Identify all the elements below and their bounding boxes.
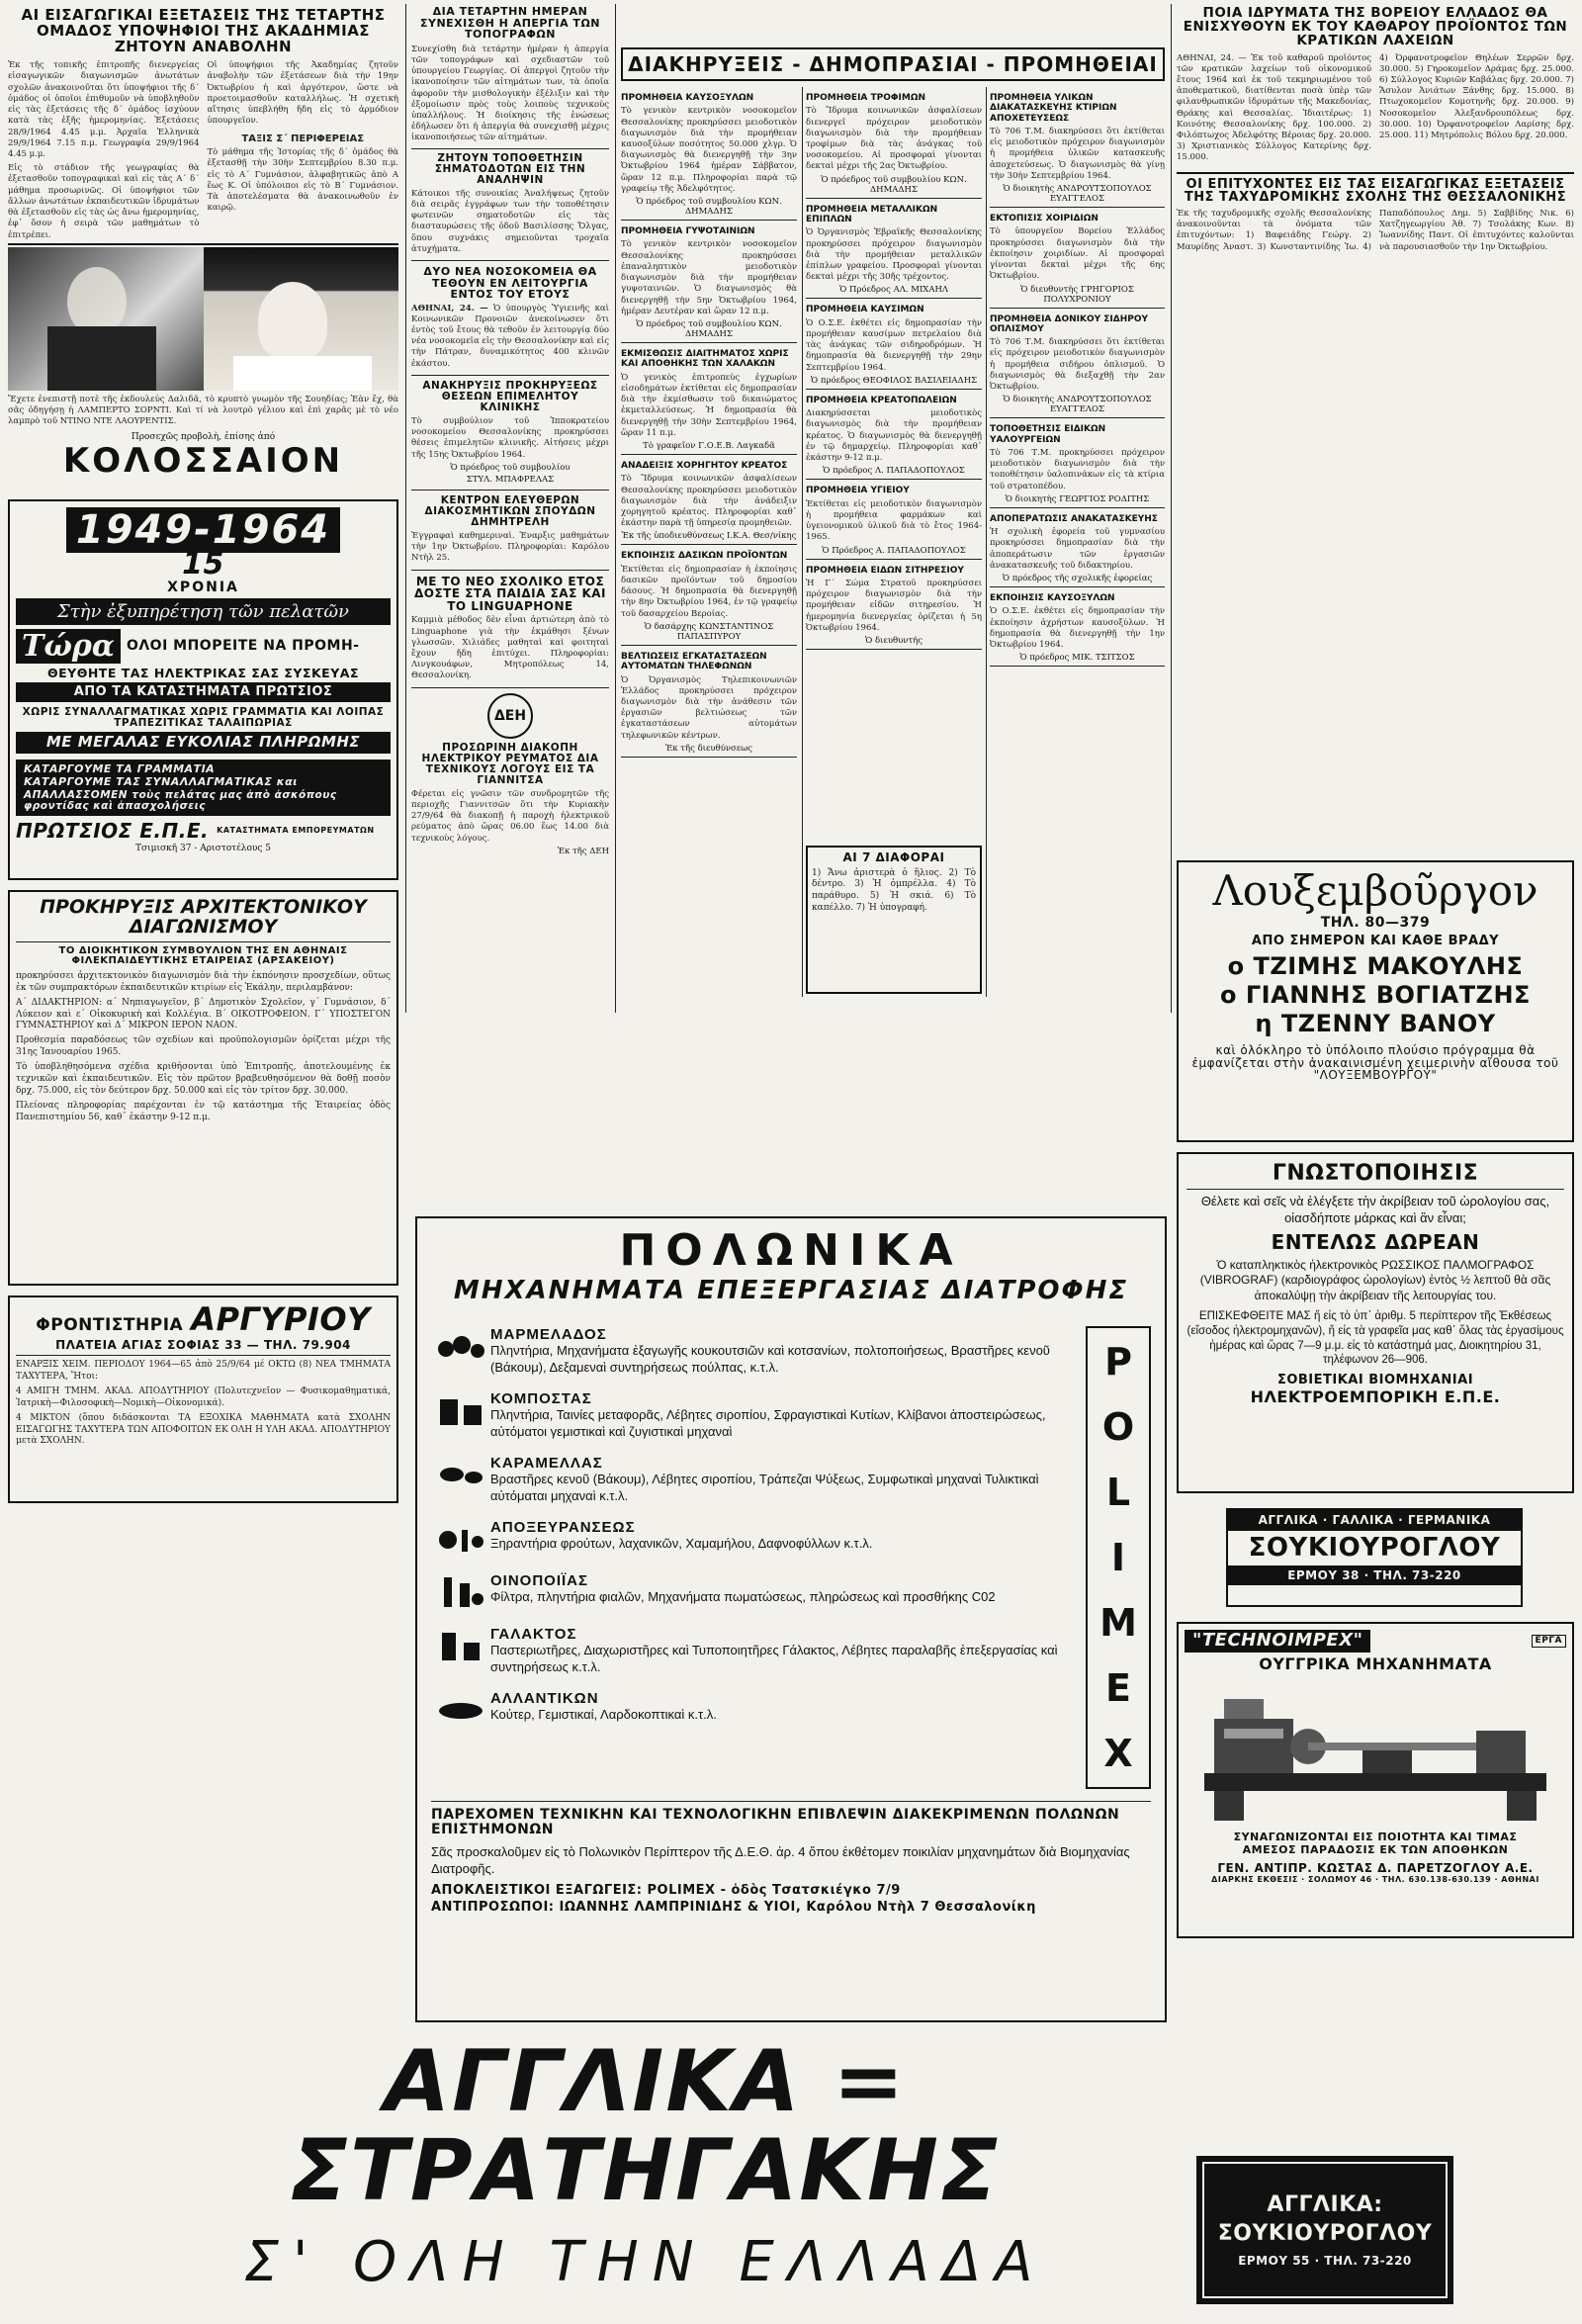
notice-item [806,205,982,300]
notice-text: Ἡ Γ΄ Σώμα Στρατοῦ προκηρύσσει πρόχειρον διαγωνισμὸν διὰ τὴν προμήθειαν εἰδῶν σιτηρεσίου. Ἡ ἡμερομηνία διενεργείας ὁρίζεται ἡ 5η Ὀκτωβρίου 1964. [806,578,982,633]
notice-item [806,305,982,389]
article-power-body: Φέρεται εἰς γνῶσιν τῶν συνδρομητῶν τῆς περιοχῆς Γιαννιτσῶν ὅτι τὴν Κυριακὴν 27/9/64 θὰ διακοπῇ ἡ παροχὴ ἠλεκτρικοῦ ρεύματος ἀπὸ ὥρας 06.00 ἕως 14.00 διὰ τεχνικοὺς λόγους. [411,788,609,844]
notices-column-3 [990,87,1165,997]
polimex-brand-letter: O [1101,1405,1135,1450]
polimex-item-title: ΚΑΡΑΜΕΛΛΑΣ [490,1455,603,1473]
architecture-body: Προθεσμία παραδόσεως τῶν σχεδίων καὶ προϋπολογισμῶν ὁρίζεται μέχρι τῆς 31ης Ἰανουαρίου 1965. [16,1035,391,1058]
notice-signature: Ὁ πρόεδρος τοῦ συμβουλίου ΚΩΝ. ΔΗΜΑΔΗΣ [636,318,782,339]
notice-text: Τὸ γενικὸν κεντρικὸν νοσοκομεῖον Θεσσαλονίκης προκηρύσσει ἐπαναληπτικὸν μειοδοτικὸν διαγωνισμὸν διὰ τὴν προμήθειαν γυψοταινιῶν. Ὁ διαγωνισμὸς θὰ διενεργηθῇ τὴν 5ην Ὀκτωβρίου 1964, ἡμέραν Δευτέραν καὶ ὥραν 12 π.μ. [621,239,797,316]
notice-text: Ὁ Ο.Σ.Ε. ἐκθέτει εἰς δημοπρασίαν τὴν προμήθειαν καυσίμων πετρελαίου διὰ τὰς ἀνάγκας τῶν σιδηροδρόμων. Ἡ δημοπρασία θὰ διενεργηθῇ τὴν 29ην Σεπτεμβρίου 1964. [806,317,982,373]
notice-signature: Ἐκ τῆς διευθύνσεως [665,743,752,754]
article-northern [1177,4,1574,657]
article-northern-body: 4) Ὀρφανοτροφεῖον Θηλέων Σερρῶν δρχ. 30.000. 5) Γηροκομεῖον Δράμας δρχ. 25.000. 6) Σύλλογος Κυριῶν Καβάλας δρχ. 20.000. 7) Ἄσυλον Ἀνιάτων Ξάνθης δρχ. 15.000. 8) Πτωχοκομεῖον Κομοτηνῆς δρχ. 20.000. 9) Νοσοκομεῖον Ἀλεξανδρουπόλεως δρχ. 30.000. 10) Ὀρφανοτροφεῖον Λαρίσης δρχ. 25.000. 11) Μητρόπολις Βόλου δρχ. 20.000. [1379,52,1574,141]
watches-ad [1177,1152,1574,1493]
architecture-body: Πλείονας πληροφορίας παρέχονται ἐν τῷ κατάστημα τῆς Ἑταιρείας ὁδὸς Πανεπιστημίου 56, καθ᾽ ἑκάστην 9-12 π.μ. [16,1100,391,1122]
souki-address: ΕΡΜΟΥ 38 · ΤΗΛ. 73-220 [1228,1565,1521,1586]
notice-heading: ΠΡΟΜΗΘΕΙΑ ΚΑΥΣΙΜΩΝ [806,305,924,315]
architecture-body: προκηρύσσει ἀρχιτεκτονικὸν διαγωνισμὸν διὰ τὴν ἐκπόνησιν προσχεδίων, οὕτως ἐκ τῶν συμπρακτόρων ἐκπαιδευτικῶν κτιρίων εἰς Ἑκάλην, περιλαμβάνον: [16,970,391,993]
polimex-reps: ΑΝΤΙΠΡΟΣΩΠΟΙ: ΙΩΑΝΝΗΣ ΛΑΜΠΡΙΝΙΔΗΣ & ΥΙΟΙ, Καρόλου Ντὴλ 7 Θεσσαλονίκη [431,1899,1036,1915]
article-clinics-signature: ΣΤΥΛ. ΜΠΑΦΡΕΛΑΣ [466,474,555,485]
notice-heading: ΒΕΛΤΙΩΣΕΙΣ ΕΓΚΑΤΑΣΤΑΣΕΩΝ ΑΥΤΟΜΑΤΩΝ ΤΗΛΕΦΩΝΩΝ [621,651,767,672]
notice-text: Ὁ γενικὸς ἐπιτροπεὺς ἐγχωρίων εἰσοδημάτων ἐκτίθεται εἰς δημοπρασίαν διὰ τὴν ἐκμίσθωσιν τοῦ δικαιώματος ἐκμεταλλεύσεως. Ἡ δημοπρασία θὰ διενεργηθῇ τὴν 30ὴν Σεπτεμβρίου 1964, ὥραν 11 π.μ. [621,372,797,438]
technoimpex-text: ΣΥΝΑΓΩΝΙΖΟΝΤΑΙ ΕΙΣ ΠΟΙΟΤΗΤΑ ΚΑΙ ΤΙΜΑΣ [1233,1830,1518,1843]
article-exams-body: Τὸ μάθημα τῆς Ἱστορίας τῆς δ΄ ὁμάδος θὰ ἐξετασθῇ τὴν 30ὴν Σεπτεμβρίου 8.30 π.μ. εἰς τὸ Α΄ Γυμνάσιον, ἀλφαβητικῶς ἀπὸ Α ἕως Κ. Οἱ ὑπόλοιποι εἰς τὸ Β΄ Γυμνάσιον. Τὰ ἀποτελέσματα θὰ ἀνακοινωθοῦν ἐν καιρῷ. [207,147,398,214]
polimex-item [431,1455,1076,1505]
polimex-item [431,1572,1076,1612]
polimex-item [431,1390,1076,1441]
polimex-item-title: ΑΠΟΞΕΥΡΑΝΣΕΩΣ [490,1518,636,1536]
watches-footer: ΗΛΕΚΤΡΟΕΜΠΟΡΙΚΗ Ε.Π.Ε. [1250,1387,1501,1407]
argyriou-text: 4 ΜΙΚΤΟΝ (ὅπου διδάσκονται ΤΑ ΕΞΟΧΙΚΑ ΜΑΘΗΜΑΤΑ κατὰ ΣΧΟΛΗΝ ΕΙΣΑΓΩΓΗΣ ΤΑΧΥΤΕΡΑ ΤΩΝ ΑΠΟΦΟΙΤΩΝ ΕΚ ΟΛΗ Η ΥΛΗ ΑΚΑΔ. ΑΠΟΔΥΤΗΡΙΟΥ μετὰ ΣΧΟΛΗΝ. [16,1412,391,1447]
cinema-ad [8,247,398,494]
polimex-item-desc: Πληντήρια, Μηχανήματα ἐξαγωγῆς κουκουτσιῶν καὶ κοτσανίων, πολτοποιήσεως, Βραστῆρες κενοῦ (Βάκουμ), Δεξαμεναὶ συντηρήσεως πούλπας, κ.τ.λ. [490,1343,1050,1376]
polimex-item-desc: Ξηραντήρια φρούτων, λαχανικῶν, Χαμαμήλου, Δαφνοφύλλων κ.τ.λ. [490,1535,873,1551]
notice-item [621,93,797,221]
notice-signature: Ὁ πρόεδρος τοῦ συμβουλίου ΚΩΝ. ΔΗΜΑΔΗΣ [821,174,967,195]
notice-item [990,514,1165,587]
watches-text: Θέλετε καὶ σεῖς νὰ ἐλέγξετε τὴν ἀκρίβειαν τοῦ ὡρολογίου σας, οἱασδήποτε μάρκας καὶ ἂν εἶναι; [1200,1194,1550,1225]
watches-title: ΓΝΩΣΤΟΠΟΙΗΣΙΣ [1272,1161,1479,1186]
protsios-brand: ΠΡΩΤΣΙΟΣ Ε.Π.Ε. [16,818,210,843]
argyriou-ad [8,1296,398,1503]
architecture-title: ΠΡΟΚΗΡΥΞΙΣ ΑΡΧΙΤΕΚΤΟΝΙΚΟΥ ΔΙΑΓΩΝΙΣΜΟΥ [40,896,367,938]
protsios-script: Στὴν ἐξυπηρέτηση τῶν πελατῶν [16,598,391,625]
polimex-brand-letter: P [1104,1340,1132,1385]
notice-heading: ΠΡΟΜΗΘΕΙΑ ΤΡΟΦΙΜΩΝ [806,93,926,103]
notice-heading: ΕΚΠΟΙΗΣΙΣ ΔΑΣΙΚΩΝ ΠΡΟΪΟΝΤΩΝ [621,551,788,562]
notice-text: Τὸ 706 Τ.Μ. προκηρύσσει πρόχειρον μειοδοτικὸν διαγωνισμὸν διὰ τὴν τοποθέτησιν ὑαλοπινάκων εἰς τὰ κτίρια τοῦ στρατοπέδου. [990,448,1165,492]
polimex-item-desc: Παστεριωτῆρες, Διαχωριστῆρες καὶ Τυποποιητῆρες Γάλακτος, Λέβητες παραλαβῆς ἐπεξεργασίας καὶ συντηρήσεως κ.τ.λ. [490,1642,1058,1674]
notice-item [990,593,1165,667]
notice-heading: ΠΡΟΜΗΘΕΙΑ ΔΟΝΙΚΟΥ ΣΙΔΗΡΟΥ ΟΠΛΙΣΜΟΥ [990,313,1149,334]
notice-text: Ὁ Ο.Σ.Ε. ἐκθέτει εἰς δημοπρασίαν τὴν ἐκποίησιν ἀχρήστων καυσοξύλων. Ἡ δημοπρασία θὰ διενεργηθῇ τὴν 1ην Ὀκτωβρίου 1964. [990,606,1165,651]
strategakis-ad [109,2037,1182,2314]
article-signals-headline: ΖΗΤΟΥΝ ΤΟΠΟΘΕΤΗΣΙΝ ΣΗΜΑΤΟΔΟΤΩΝ ΕΙΣ ΤΗΝ ΑΝΑΛΗΨΙΝ [434,151,586,186]
protsios-line: ΑΠΑΛΛΑΣΣΟΜΕΝ τοὺς πελάτας μας ἀπὸ ἀσκόπους φροντίδας καὶ ἀπασχολήσεις [24,788,337,812]
notice-item [990,314,1165,419]
notice-text: Διακηρύσσεται μειοδοτικὸς διαγωνισμὸς διὰ τὴν προμήθειαν κρέατος. Ὁ διαγωνισμὸς θὰ διενεργηθῇ ἐν τῷ δημαρχείῳ. Πληροφορίαι καθ᾽ ἑκάστην 9-12 π.μ. [806,408,982,464]
article-exams [8,4,398,241]
technoimpex-text: ΑΜΕΣΟΣ ΠΑΡΑΔΟΣΙΣ ΕΚ ΤΩΝ ΑΠΟΘΗΚΩΝ [1242,1843,1509,1857]
protsios-years: 1949-1964 [66,507,340,553]
protsios-line: ΑΠΟ ΤΑ ΚΑΤΑΣΤΗΜΑΤΑ ΠΡΩΤΣΙΟΣ [16,682,391,702]
notice-text: Τὸ Ἵδρυμα κοινωνικῶν ἀσφαλίσεων διενεργεῖ πρόχειρον μειοδοτικὸν διαγωνισμὸν διὰ τὴν προμήθειαν τροφίμων διὰ τὰς ἀνάγκας τοῦ νοσοκομείου. Αἱ προσφοραὶ γίνονται δεκταὶ μέχρι τῆς 2ας Ὀκτωβρίου. [806,106,982,172]
article-surveyors-headline: ΔΙΑ ΤΕΤΑΡΤΗΝ ΗΜΕΡΑΝ ΣΥΝΕΧΙΣΘΗ Η ΑΠΕΡΓΙΑ ΤΩΝ ΤΟΠΟΓΡΑΦΩΝ [419,5,600,42]
notice-signature: Ὁ πρόεδρος τῆς σχολικῆς ἐφορείας [1002,574,1153,584]
souki-langs: ΑΓΓΛΙΚΑ · ΓΑΛΛΙΚΑ · ΓΕΡΜΑΝΙΚΑ [1228,1510,1521,1531]
notice-heading: ΕΚΠΟΙΗΣΙΣ ΚΑΥΣΟΞΥΛΩΝ [990,593,1115,604]
watches-free: ΕΝΤΕΛΩΣ ΔΩΡΕΑΝ [1271,1229,1480,1254]
souki2-address: ΕΡΜΟΥ 55 · ΤΗΛ. 73-220 [1238,2253,1412,2268]
architecture-list: Α΄ ΔΙΔΑΚΤΗΡΙΟΝ: α΄ Νηπιαγωγεῖον, β΄ Δημοτικὸν Σχολεῖον, γ΄ Γυμνάσιον, δ΄ Λύκειον καὶ ε΄ Οἰκοκυρικὴ καὶ Κολλέγια. Β΄ ΟΙΚΟΤΡΟΦΕΙΟΝ. Γ΄ ΥΠΟΣΤΕΓΟΝ ΓΥΜΝΑΣΤΗΡΙΟΥ καὶ Δ΄ ΜΙΚΡΟΝ ΙΕΡΟΝ ΝΑΟΝ. [16,997,391,1031]
argyriou-text: 4 ΑΜΙΓΗ ΤΜΗΜ. ΑΚΑΔ. ΑΠΟΔΥΤΗΡΙΟΥ (Πολυτεχνεῖον — Φυσικομαθηματικά, Ἰατρικὴ—Φιλοσοφικὴ—Νομικὴ—Οἰκονομικά). [16,1385,391,1408]
polimex-brand-letter: X [1103,1732,1133,1776]
protsios-line: ΜΕ ΜΕΓΑΛΑΣ ΕΥΚΟΛΙΑΣ ΠΛΗΡΩΜΗΣ [16,732,391,754]
notice-text: Τὸ ὑπουργεῖον Βορείου Ἑλλάδος προκηρύσσει διαγωνισμὸν διὰ τὴν ἐκποίησιν χοιριδίων. Αἱ προσφοραὶ γίνονται δεκταὶ μέχρι τῆς 6ης Ὀκτωβρίου. [990,226,1165,282]
souki-ad-2 [1196,2156,1453,2304]
notice-item [621,226,797,343]
technoimpex-brand: "TECHNOIMPEX" [1185,1630,1370,1653]
lathe-machine-illustration [1185,1679,1566,1828]
luxembourg-artist: ο ΤΖΙΜΗΣ ΜΑΚΟΥΛΗΣ [1227,951,1524,980]
protsios-line: ΟΛΟΙ ΜΠΟΡΕΙΤΕ ΝΑ ΠΡΟΜΗ- [126,638,360,655]
protsios-line: ΘΕΥΘΗΤΕ ΤΑΣ ΗΛΕΚΤΡΙΚΑΣ ΣΑΣ ΣΥΣΚΕΥΑΣ [47,666,359,681]
notice-item [621,551,797,645]
polimex-brand-letter: L [1105,1471,1131,1515]
article-studies-headline: ΚΕΝΤΡΟΝ ΕΛΕΥΘΕΡΩΝ ΔΙΑΚΟΣΜΗΤΙΚΩΝ ΣΠΟΥΔΩΝ ΔΗΜΗΤΡΕΛΗ [424,493,596,528]
article-northern-body: ΑΘΗΝΑΙ, 24. — Ἐκ τοῦ καθαροῦ προϊόντος τῶν κρατικῶν λαχείων τοῦ οἰκονομικοῦ ἔτους 1964 καὶ ἐκ τοῦ τεκμηριωμένου τοῦ ἀποθεματικοῦ, διατίθενται ποσὰ ὑπὲρ τῶν φιλανθρωπικῶν ἱδρυμάτων τῆς Μακεδονίας, Θράκης καὶ Θεσσαλίας. Ἰδιαιτέρως: 1) Κοινότης Θεσσαλονίκης δρχ. 100.000. 2) Φιλόπτωχος Ἀδελφότης Βέροιας δρχ. 20.000. 3) Χριστιανικὸς Σύλλογος Κατερίνης δρχ. 15.000. [1177,52,1371,163]
article-clinics-signature: Ὁ πρόεδρος τοῦ συμβουλίου [450,462,571,473]
luxembourg-name: Λουξεμβοῦργον [1212,866,1538,915]
notice-signature: Ἐκ τῆς ὑποδιευθύνσεως Ι.Κ.Α. Θεσ/νίκης [621,531,797,542]
polimex-item [431,1519,1076,1559]
notice-heading: ΤΟΠΟΘΕΤΗΣΙΣ ΕΙΔΙΚΩΝ ΥΑΛΟΥΡΓΕΙΩΝ [990,424,1106,445]
article-exams-headline: ΑΙ ΕΙΣΑΓΩΓΙΚΑΙ ΕΞΕΤΑΣΕΙΣ ΤΗΣ ΤΕΤΑΡΤΗΣ ΟΜΑΔΟΣ ΥΠΟΨΗΦΙΟΙ ΤΗΣ ΑΚΑΔΗΜΙΑΣ ΖΗΤΟΥΝ ΑΝΑΒΟΛΗΝ [21,6,386,55]
notice-item [990,93,1165,208]
polimex-ad [415,1216,1167,2022]
dried-fruit-icon [431,1519,490,1559]
notice-heading: ΕΚΜΙΣΘΩΣΙΣ ΔΙΑΙΤΗΜΑΤΟΣ ΧΩΡΙΣ ΚΑΙ ΑΠΟΘΗΚΗΣ ΤΩΝ ΧΑΛΑΚΩΝ [621,348,789,370]
article-postal-body: Ἐκ τῆς ταχυδρομικῆς σχολῆς Θεσσαλονίκης ἀνακοινοῦνται τὰ ὀνόματα τῶν ἐπιτυχόντων: 1) Βαφειάδης Γεώργ. 2) Μαυρίδης Ἀναστ. 3) Κωνσταντινίδης Ἰω. 4) Παπαδόπουλος Δημ. 5) Σαββίδης Νικ. 6) Χατζηγεωργίου Ἀθ. 7) Τσολάκης Κων. 8) Ἰωαννίδης Παντ. Οἱ ἐπιτυχόντες καλοῦνται νὰ παρουσιασθοῦν τὴν 1ην Ὀκτωβρίου. [1177,208,1574,252]
protsios-address: Τσιμισκῆ 37 - Αριστοτέλους 5 [134,843,271,853]
notice-signature: Ὁ πρόεδρος τοῦ συμβουλίου ΚΩΝ. ΔΗΜΑΔΗΣ [636,197,782,218]
notice-signature: Ὁ διοικητὴς ΓΕΩΡΓΙΟΣ ΡΟΔΙΤΗΣ [1005,493,1150,504]
notices-column-1 [621,87,797,997]
notice-heading: ΕΚΤΟΠΙΣΙΣ ΧΟΙΡΙΔΙΩΝ [990,214,1099,224]
notice-heading: ΠΡΟΜΗΘΕΙΑ ΚΡΕΑΤΟΠΩΛΕΙΩΝ [806,395,957,405]
wine-bottle-icon [431,1572,490,1612]
corrections-title: ΑΙ 7 ΔΙΑΦΟΡΑΙ [842,850,945,864]
protsios-line: ΧΩΡΙΣ ΣΥΝΑΛΛΑΓΜΑΤΙΚΑΣ ΧΩΡΙΣ ΓΡΑΜΜΑΤΙΑ ΚΑΙ ΛΟΙΠΑΣ ΤΡΑΠΕΖΙΤΙΚΑΣ ΤΑΛΑΙΠΩΡΙΑΣ [22,705,385,729]
notice-signature: Ὁ διευθυντής [864,635,923,646]
notice-signature: Ὁ πρόεδρος ΜΙΚ. ΤΣΙΤΣΟΣ [1019,653,1135,664]
polimex-brand-letter: I [1110,1536,1126,1580]
article-northern-headline: ΠΟΙΑ ΙΔΡΥΜΑΤΑ ΤΗΣ ΒΟΡΕΙΟΥ ΕΛΛΑΔΟΣ ΘΑ ΕΝΙΣΧΥΘΟΥΝ ΕΚ ΤΟΥ ΚΑΘΑΡΟΥ ΠΡΟΪΟΝΤΟΣ ΤΩΝ ΚΡΑΤΙΚΩΝ ΛΑΧΕΙΩΝ [1183,5,1568,49]
notice-item [990,424,1165,508]
notice-text: Ὁ Ὀργανισμὸς Τηλεπικοινωνιῶν Ἑλλάδος προκηρύσσει πρόχειρον διαγωνισμὸν διὰ τὴν ἀνάθεσιν τῶν ἐργασιῶν βελτιώσεως τῶν ἐγκαταστάσεων αὐτομάτων τηλεφωνικῶν κέντρων. [621,674,797,741]
polimex-item-desc: Κούτερ, Γεμιστικαί, Λαρδοκοπτικαὶ κ.τ.λ. [490,1706,717,1722]
notice-text: Τὸ Ἵδρυμα κοινωνικῶν ἀσφαλίσεων Θεσσαλονίκης προκηρύσσει μειοδοτικὸν διαγωνισμὸν διὰ τὴν ἀνάδειξιν χορηγητοῦ κρέατος. Πληροφορίαι καθ᾽ ἑκάστην παρὰ τῇ ὑπηρεσίᾳ προμηθειῶν. [621,474,797,529]
notice-item [806,566,982,650]
notice-heading: ΠΡΟΜΗΘΕΙΑ ΕΙΔΩΝ ΣΙΤΗΡΕΣΙΟΥ [806,565,964,576]
article-school-body: Καμμιὰ μέθοδος δὲν εἶναι ἀρτιώτερη ἀπὸ τὸ Linguaphone γιὰ τὴν ἐκμάθησι ξένων γλωσσῶν. Χιλιάδες μαθηταὶ καὶ φοιτηταὶ ἔχουν ἤδη ἐπιτύχει. Πληροφορίαι: Λινγκουάφων, Μητροπόλεως 14, Θεσσαλονίκη. [411,615,609,681]
article-exams-body: Ἐκ τῆς τοπικῆς ἐπιτροπῆς διενεργείας εἰσαγωγικῶν διαγωνισμῶν ἀνωτάτων σχολῶν ἀνακοινοῦται ὅτι ὑποψήφιοι τῆς δ΄ ὁμάδος οἱ ὁποῖοι ἐπιθυμοῦν νὰ ὑποβληθοῦν εἰς τὰς ἐξετάσεις τῆς δ΄ ὁμάδος ἰσχύουν κατὰ τὰς ἑξῆς ἡμερομηνίας. Ἐξετάσεις 28/9/1964 4.45 μ.μ. Ἀρχαῖα Ἑλληνικὰ 29/9/1964 7.15 π.μ. Γεωγραφία 29/9/1964 4.45 μ.μ. [8,60,200,159]
polimex-item-desc: Φίλτρα, πληντήρια φιαλῶν, Μηχανήματα πωματώσεως, πληρώσεως καὶ προσθήκης C02 [490,1588,996,1604]
notice-heading: ΠΡΟΜΗΘΕΙΑ ΥΛΙΚΩΝ ΔΙΑΚΑΤΑΣΚΕΥΗΣ ΚΤΙΡΙΩΝ ΑΠΟΧΕΤΕΥΣΕΩΣ [990,93,1117,124]
notice-signature: Ὁ πρόεδρος ΘΕΟΦΙΛΟΣ ΒΑΣΙΛΕΙΑΔΗΣ [810,375,978,386]
polimex-footer-title: ΠΑΡΕΧΟΜΕΝ ΤΕΧΝΙΚΗΝ ΚΑΙ ΤΕΧΝΟΛΟΓΙΚΗΝ ΕΠΙΒΛΕΨΙΝ ΔΙΑΚΕΚΡΙΜΕΝΩΝ ΠΟΛΩΝΩΝ ΕΠΙΣΤΗΜΟΝΩΝ [431,1807,1120,1838]
polimex-item [431,1326,1076,1377]
corrections-body: 1) Ἄνω ἀριστερὰ ὁ ἥλιος. 2) Τὸ δέντρο. 3) Ἡ ὀμπρέλλα. 4) Τὸ παράθυρο. 5) Ἡ σκιά. 6) Τὸ καπέλλο. 7) Ἡ ὑπογραφή. [812,867,976,914]
architecture-issuer: ΤΟ ΔΙΟΙΚΗΤΙΚΟΝ ΣΥΜΒΟΥΛΙΟΝ ΤΗΣ ΕΝ ΑΘΗΝΑΙΣ ΦΙΛΕΚΠΑΙΔΕΥΤΙΚΗΣ ΕΤΑΙΡΕΙΑΣ (ΑΡΣΑΚΕΙΟΥ) [58,944,348,967]
notices-banner: ΔΙΑΚΗΡΥΞΕΙΣ - ΔΗΜΟΠΡΑΣΙΑΙ - ΠΡΟΜΗΘΕΙΑΙ [621,47,1165,81]
article-clinics-body: Τὸ συμβούλιον τοῦ Ἰπποκρατείου νοσοκομείου Θεσσαλονίκης προκηρύσσει θέσεις ἐπιμελητῶν κλινικῆς. Αἰτήσεις μέχρι τῆς 15ης Ὀκτωβρίου 1964. [411,415,609,460]
souki2-name: ΣΟΥΚΙΟΥΡΟΓΛΟΥ [1217,2220,1433,2246]
protsios-anniv-word: ΧΡΟΝΙΑ [167,579,239,595]
polimex-item-desc: Πληντήρια, Ταινίες μεταφορᾶς, Λέβητες σιροπίου, Σφραγιστικαὶ Κυτίων, Κλίβανοι ἀποστειρώσεως, αὐτόματοι γεμιστικαὶ καὶ ζυγιστικαὶ μηχαναὶ [490,1407,1046,1440]
polimex-item-title: ΑΛΛΑΝΤΙΚΩΝ [490,1689,599,1707]
luxembourg-artist: η ΤΖΕΝΝΥ ΒΑΝΟΥ [1255,1009,1496,1037]
luxembourg-phone: ΤΗΛ. 80—379 [1320,915,1431,932]
candy-icon [431,1455,490,1494]
cinema-name: ΚΟΛΟΣΣΑΙΟΝ [62,440,344,481]
milk-bottle-icon [431,1626,490,1665]
notice-signature: Ὁ διοικητὴς ΑΝΔΡΟΥΤΣΟΠΟΥΛΟΣ ΕΥΑΓΓΕΛΟΣ [1003,184,1152,205]
notice-item [621,652,797,758]
technoimpex-subtitle: ΟΥΓΓΡΙΚΑ ΜΗΧΑΝΗΜΑΤΑ [1259,1654,1492,1673]
article-exams-body: Εἰς τὸ στάδιον τῆς γεωγραφίας θὰ ἐξετασθοῦν τοπογραφικαὶ καὶ εἰς τὰς Α΄ δ΄ μάθημα προσωρινῶς. Οἱ ὑποψήφιοι τῶν ἄλλων ἀνωτάτων ἐκπαιδευτικῶν ἱδρυμάτων θὰ ἐξετασθοῦν εἰς τὰς ὡς ἄνω ἡμερομηνίας, ἐφ᾽ ὅσον ἡ σειρὰ τῶν μαθημάτων τὸ ἐπιτρέπει. [8,163,200,240]
technoimpex-agent-address: ΔΙΑΡΚΗΣ ΕΚΘΕΣΙΣ · ΣΟΛΩΜΟΥ 46 · ΤΗΛ. 630.138-630.139 · ΑΘΗΝΑΙ [1211,1875,1539,1885]
notice-text: Τὸ γενικὸν κεντρικὸν νοσοκομεῖον Θεσσαλονίκης προκηρύσσει μειοδοτικὸν διαγωνισμὸν διὰ τὴν προμήθειαν καυσοξύλων ποσότητος 50.000 χλγρ. Ὁ διαγωνισμὸς θὰ διενεργηθῇ τὴν 3ην Ὀκτωβρίου 1964 ἡμέραν Σάββατον, ὥραν 12 π.μ. Πληροφορίαι παρὰ τῷ γραφείῳ τῆς Ἀδελφότητος. [621,106,797,194]
souki-name: ΣΟΥΚΙΟΥΡΟΓΛΟΥ [1248,1532,1501,1563]
polimex-brand-letter: M [1099,1601,1137,1646]
polimex-item-title: ΓΑΛΑΚΤΟΣ [490,1625,577,1643]
luxembourg-footer: καὶ ὁλόκληρο τὸ ὑπόλοιπο πλούσιο πρόγραμμα θὰ ἐμφανίζεται στὴν ἀνακαινισμένη χειμερινὴν αἴθουσα τοῦ "ΛΟΥΞΕΜΒΟΥΡΓΟΥ" [1191,1043,1559,1083]
article-school-headline: ΜΕ ΤΟ ΝΕΟ ΣΧΟΛΙΚΟ ΕΤΟΣ ΔΟΣΤΕ ΣΤΑ ΠΑΙΔΙΑ ΣΑΣ ΚΑΙ ΤΟ LINGUAPHONE [413,574,606,613]
article-power-signature: Ἐκ τῆς ΔΕΗ [557,846,609,856]
notice-heading: ΠΡΟΜΗΘΕΙΑ ΚΑΥΣΟΞΥΛΩΝ [621,93,754,103]
protsios-now: Τώρα [16,629,121,664]
notice-item [806,93,982,199]
polimex-brand-letter: E [1105,1666,1131,1711]
notice-text: Τὸ 706 Τ.Μ. διακηρύσσει ὅτι ἐκτίθεται εἰς πρόχειρον μειοδοτικὸν διαγωνισμὸν ἡ προμήθεια σιδήρου ὁπλισμοῦ. Ὁ διαγωνισμὸς θὰ διεξαχθῇ τὴν 2αν Ὀκτωβρίου. [990,337,1165,393]
notice-item [621,349,797,455]
argyriou-name: ΑΡΓΥΡΙΟΥ [191,1300,371,1338]
notice-item [806,396,982,480]
argyriou-label: ΦΡΟΝΤΙΣΤΗΡΙΑ [36,1315,184,1335]
souki2-label: ΑΓΓΛΙΚΑ: [1267,2191,1383,2217]
souki-ad-1 [1226,1508,1523,1607]
notice-text: Ἐκτίθεται εἰς μειοδοτικὸν διαγωνισμὸν ἡ προμήθεια φαρμάκων καὶ ὑγειονομικοῦ ὑλικοῦ διὰ τὸ ἔτος 1964-1965. [806,498,982,543]
notice-signature: Ὁ πρόεδρος Λ. ΠΑΠΑΔΟΠΟΥΛΟΣ [823,466,965,477]
fruit-icon [431,1326,490,1366]
watches-text: Ὁ καταπληκτικὸς ἠλεκτρονικὸς ΡΩΣΣΙΚΟΣ ΠΑΛΜΟΓΡΑΦΟΣ (VIBROGRAF) (καρδιογράφος ὡρολογίων) ἐντὸς ½ λεπτοῦ θὰ σᾶς ἀποκαλύψῃ τὴν ἀκρίβειαν τῆς λειτουργίας του. [1199,1257,1551,1303]
notice-heading: ΠΡΟΜΗΘΕΙΑ ΥΓΙΕΙΟΥ [806,486,910,496]
notice-signature: Τὸ γραφεῖον Γ.Ο.Ε.Β. Λαγκαδᾶ [643,440,775,451]
polimex-item-title: ΚΟΜΠΟΣΤΑΣ [490,1390,592,1408]
notice-signature: Ὁ Πρόεδρος Α. ΠΑΠΑΔΟΠΟΥΛΟΣ [822,545,966,556]
article-power-headline: ΠΡΟΣΩΡΙΝΗ ΔΙΑΚΟΠΗ ΗΛΕΚΤΡΙΚΟΥ ΡΕΥΜΑΤΟΣ ΔΙΑ ΤΕΧΝΙΚΟΥΣ ΛΟΓΟΥΣ ΕΙΣ ΤΑ ΓΙΑΝΝΙΤΣΑ [421,741,599,786]
architecture-body: Τὸ ὑποβληθησόμενα σχέδια κριθήσονται ὑπὸ Ἐπιτροπῆς, ἀποτελουμένης ἐκ τεχνικῶν καὶ ἐκπαιδευτικῶν. Εἰς τὸν πρῶτον βραβευθησόμενον θὰ δοθῇ ποσὸν δρχ. 75.000, εἰς τὸν δεύτερον δρχ. 50.000 καὶ εἰς τὸν τρίτον δρχ. 30.000. [16,1062,391,1096]
dei-logo-icon: ΔΕΗ [487,693,533,739]
polimex-item-title: ΜΑΡΜΕΛΑΔΟΣ [490,1326,607,1344]
article-signals-body: Κάτοικοι τῆς συνοικίας Ἀναλήψεως ζητοῦν διὰ σειρᾶς ἐγγράφων των τὴν τοποθέτησιν φωτεινῶν σηματοδοτῶν εἰς τὰς διασταυρώσεις τῆς ὁδοῦ Βασιλίσσης Ὄλγας, ὅπου συχνάκις σημειοῦνται τροχαῖα ἀτυχήματα. [411,188,609,254]
protsios-line: ΚΑΤΑΡΓΟΥΜΕ ΤΑΣ ΣΥΝΑΛΛΑΓΜΑΤΙΚΑΣ και [24,775,298,789]
technoimpex-ad [1177,1622,1574,1938]
notice-item [806,486,982,559]
protsios-anniv-number: 15 [182,547,224,581]
watches-footer: ΣΟΒΙΕΤΙΚΑΙ ΒΙΟΜΗΧΑΝΙΑΙ [1276,1373,1474,1388]
notice-item [621,461,797,545]
technoimpex-agent: ΓΕΝ. ΑΝΤΙΠΡ. ΚΩΣΤΑΣ Δ. ΠΑΡΕΤΖΟΓΛΟΥ Α.Ε. [1217,1860,1534,1875]
argyriou-text: ΕΝΑΡΞΙΣ ΧΕΙΜ. ΠΕΡΙΟΔΟΥ 1964—65 ἀπὸ 25/9/64 μέ ΟΚΤΩ (8) ΝΕΑ ΤΜΗΜΑΤΑ ΤΑΧΥΤΕΡΑ, Ἤτοι: [16,1360,391,1383]
notice-signature: Ὁ διοικητὴς ΑΝΔΡΟΥΤΣΟΠΟΥΛΟΣ ΕΥΑΓΓΕΛΟΣ [1003,395,1152,415]
notice-heading: ΑΝΑΔΕΙΞΙΣ ΧΟΡΗΓΗΤΟΥ ΚΡΕΑΤΟΣ [621,460,788,471]
notice-text: Τὸ 706 Τ.Μ. διακηρύσσει ὅτι ἐκτίθεται εἰς μειοδοτικὸν πρόχειρον διαγωνισμὸν ἡ προμήθεια ὑλικῶν κατασκευῆς ἀποχετεύσεως. Ὁ διαγωνισμὸς θὰ γίνῃ τὴν 30ὴν Σεπτεμβρίου 1964. [990,127,1165,181]
polimex-items [431,1326,1086,1789]
cinema-note: Προσεχῶς προβολὴ, ἐπίσης ἀπό [131,431,276,442]
article-postal-headline: ΟΙ ΕΠΙΤΥΧΟΝΤΕΣ ΕΙΣ ΤΑΣ ΕΙΣΑΓΩΓΙΚΑΣ ΕΞΕΤΑΣΕΙΣ ΤΗΣ ΤΑΧΥΔΡΟΜΙΚΗΣ ΣΧΟΛΗΣ ΤΗΣ ΘΕΣΣΑΛΟΝΙΚΗΣ [1184,176,1567,206]
notice-text: Ὁ Ὀργανισμὸς Ἑβραϊκῆς Θεσσαλονίκης προκηρύσσει πρόχειρον διαγωνισμὸν διὰ τὴν προμήθειαν μεταλλικῶν ἐπίπλων γραφείου. Προσφοραὶ γίνονται δεκταὶ μέχρι τῆς 30ῆς τρέχοντος. [806,227,982,283]
notice-text: Ἡ σχολικὴ ἐφορεία τοῦ γυμνασίου προκηρύσσει δημοπρασίαν διὰ τὴν ἀποπεράτωσιν τῶν ἐργασιῶν ἀνακατασκευῆς τοῦ διδακτηρίου. [990,527,1165,571]
sausage-icon [431,1690,490,1730]
protsios-line: ΚΑΤΑΡΓΟΥΜΕ ΤΑ ΓΡΑΜΜΑΤΙΑ [24,761,216,775]
argyriou-address: ΠΛΑΤΕΙΑ ΑΓΙΑΣ ΣΟΦΙΑΣ 33 — ΤΗΛ. 79.904 [55,1337,351,1352]
notice-heading: ΠΡΟΜΗΘΕΙΑ ΜΕΤΑΛΛΙΚΩΝ ΕΠΙΠΛΩΝ [806,204,938,224]
luxembourg-ad [1177,860,1574,1142]
notice-text: Ἐκτίθεται εἰς δημοπρασίαν ἡ ἐκποίησις δασικῶν προϊόντων τοῦ δημοσίου δάσους. Ἡ δημοπρασία θὰ διενεργηθῇ τὴν 8ην Ὀκτωβρίου 1964, ἐν τῷ γραφείῳ τοῦ δασαρχείου Βεροίας. [621,564,797,619]
luxembourg-artist: ο ΓΙΑΝΝΗΣ ΒΟΓΙΑΤΖΗΣ [1220,980,1531,1009]
notice-item [990,214,1165,308]
polimex-item [431,1626,1076,1676]
polimex-item [431,1690,1076,1730]
architecture-notice [8,890,398,1286]
corrections-box [806,846,982,994]
article-clinics-headline: ΑΝΑΚΗΡΥΞΙΣ ΠΡΟΚΗΡΥΞΕΩΣ ΘΕΣΕΩΝ ΕΠΙΜΕΛΗΤΟΥ ΚΛΙΝΙΚΗΣ [422,379,598,413]
article-hospitals-headline: ΔΥΟ ΝΕΑ ΝΟΣΟΚΟΜΕΙΑ ΘΑ ΤΕΘΟΥΝ ΕΝ ΛΕΙΤΟΥΡΓΙΑ ΕΝΤΟΣ ΤΟΥ ΕΤΟΥΣ [423,264,597,302]
article-surveyors-body: Συνεχίσθη διὰ τετάρτην ἡμέραν ἡ ἀπεργία τῶν τοπογράφων καὶ σχεδιαστῶν τοῦ ὑπουργείου Γεωργίας. Οἱ ἀπεργοὶ ζητοῦν τὴν ἱκανοποίησιν τῶν αἰτημάτων των, τὰ ὁποῖα ἀφοροῦν τὴν μισθολογικὴν ἐξέλιξιν καὶ τὴν ἐξομοίωσιν πρὸς τοὺς λοιποὺς τεχνικοὺς ὑπαλλήλους. Ἡ διοίκησις τῆς ἑνώσεως ἐδήλωσεν ὅτι ἡ ἀπεργία θὰ συνεχισθῇ μέχρις ἱκανοποιήσεως τῶν αἰτημάτων. [411,44,609,143]
polimex-letters [1086,1326,1151,1789]
polimex-item-title: ΟΙΝΟΠΟΙΪΑΣ [490,1571,589,1589]
watches-text: ΕΠΙΣΚΕΦΘΕΙΤΕ ΜΑΣ ἤ εἰς τὸ ὑπ᾽ ἀριθμ. 5 περίπτερον τῆς Ἐκθέσεως (εἴσοδος ἠλεκτρομηχανῶν), ἤ εἰς τὰ γραφεῖα μας καθ᾽ ὅλας τὰς ἐργασίμους ἡμέρας καὶ ὥρας 7—9 μ.μ. εἰς τὸ κατάστημά μας, Διοικητηρίου 31, τηλέφωνον 26—906. [1186,1309,1564,1367]
protsios-brand-sub: ΚΑΤΑΣΤΗΜΑΤΑ ΕΜΠΟΡΕΥΜΑΤΩΝ [217,826,375,836]
notice-signature: Ὁ δασάρχης ΚΩΝΣΤΑΝΤΙΝΟΣ ΠΑΠΑΣΠΥΡΟΥ [644,621,774,642]
strategakis-line2: Σ' ΟΛΗ ΤΗΝ ΕΛΛΑΔΑ [243,2229,1047,2294]
notice-heading: ΠΡΟΜΗΘΕΙΑ ΓΥΨΟΤΑΙΝΙΩΝ [621,226,755,237]
luxembourg-from: ΑΠΟ ΣΗΜΕΡΟΝ ΚΑΙ ΚΑΘΕ ΒΡΑΔΥ [1251,933,1500,948]
strategakis-line1: ΑΓΓΛΙΚΑ = ΣΤΡΑΤΗΓΑΚΗΣ [290,2037,1001,2221]
article-studies-body: Ἐγγραφαὶ καθημεριναὶ. Ἐναρξις μαθημάτων τὴν 1ην Ὀκτωβρίου. Πληροφορίαι: Καρόλου Ντὴλ 25. [411,530,609,564]
polimex-title: ΠΟΛΩΝΙΚΑ [619,1225,963,1276]
article-hospitals-body: Ὁ ὑπουργὸς Ὑγιεινῆς καὶ Κοινωνικῶν Προνοιῶν ἀνεκοίνωσεν ὅτι ἐντὸς τοῦ ἔτους θὰ τεθοῦν ἐν λειτουργίᾳ δύο νέα νοσοκομεῖα εἰς τὴν Θεσσαλονίκην καὶ εἰς τὴν Πάτραν, δυναμικότητος 400 κλινῶν ἑκάστου. [411,303,609,369]
notice-signature: Ὁ διευθυντὴς ΓΡΗΓΟΡΙΟΣ ΠΟΛΥΧΡΟΝΙΟΥ [1020,284,1134,305]
notice-signature: Ὁ Πρόεδρος ΑΛ. ΜΙΧΑΗΛ [838,285,949,296]
polimex-subtitle: ΜΗΧΑΝΗΜΑΤΑ ΕΠΕΞΕΡΓΑΣΙΑΣ ΔΙΑΤΡΟΦΗΣ [453,1276,1129,1306]
article-exams-subheading: ΤΑΞΙΣ Σ΄ ΠΕΡΙΦΕΡΕΙΑΣ [241,133,365,144]
film-still-photo [8,247,398,391]
article-exams-body: Οἱ ὑποψήφιοι τῆς Ἀκαδημίας ζητοῦν ἀναβολὴν τῶν ἐξετάσεων διὰ τὴν 19ην Ὀκτωβρίου ἡ καὶ ἀργότερον, ὥστε νὰ προετοιμασθοῦν καταλλήλως. Ἡ σχετικὴ αἴτησις ὑπεβλήθη ἤδη εἰς τὸ ἁρμόδιον ὑπουργεῖον. [207,60,398,127]
jar-icon [431,1390,490,1430]
column-two [411,4,609,1013]
polimex-footer-body: Σᾶς προσκαλοῦμεν εἰς τὸ Πολωνικὸν Περίπτερον τῆς Δ.Ε.Θ. ἀρ. 4 ὅπου ἐκθέτομεν ποικιλίαν μηχανημάτων διὰ Βιομηχανίας Διατροφῆς. [431,1843,1130,1877]
polimex-exporters: ΑΠΟΚΛΕΙΣΤΙΚΟΙ ΕΞΑΓΩΓΕΙΣ: POLIMEX - ὁδὸς Τσατσκιέγκο 7/9 [431,1882,901,1898]
protsios-ad [8,499,398,880]
cinema-caption: Ἔχετε ἐνεπιστῇ ποτὲ τῆς ἐκδουλεύς Δαλιδᾶ, τὸ κρυπτὸ γνωμὸν τῆς Σουηδίας; Ἐὰν ἔχ, θὰ σᾶς ὁδηγήσῃ ἡ ΛΑΜΠΕΡΤΟ ΣΟΡΝΤΙ. Καὶ τί νὰ λουτρὸ γέλιου καὶ ἐπὶ χαρᾶς μὲ τὸ νέο λαμπρὸ τοῦ ΝΤΙΝΟ ΝΤΕ ΛΑΟΥΡΕΝΤΙΣ. [8,395,398,427]
article-hospitals-dateline: ΑΘΗΝΑΙ, 24. — [411,303,488,313]
technoimpex-tag: ΕΡΓΑ [1532,1635,1566,1648]
polimex-item-desc: Βραστῆρες κενοῦ (Βάκουμ), Λέβητες σιροπίου, Τράπεζαι Ψύξεως, Συμφωτικαὶ μηχαναὶ Τυλικτικαὶ αὐτόμαται μηχαναὶ κ.τ.λ. [490,1472,1039,1503]
notice-heading: ΑΠΟΠΕΡΑΤΩΣΙΣ ΑΝΑΚΑΤΑΣΚΕΥΗΣ [990,513,1158,524]
